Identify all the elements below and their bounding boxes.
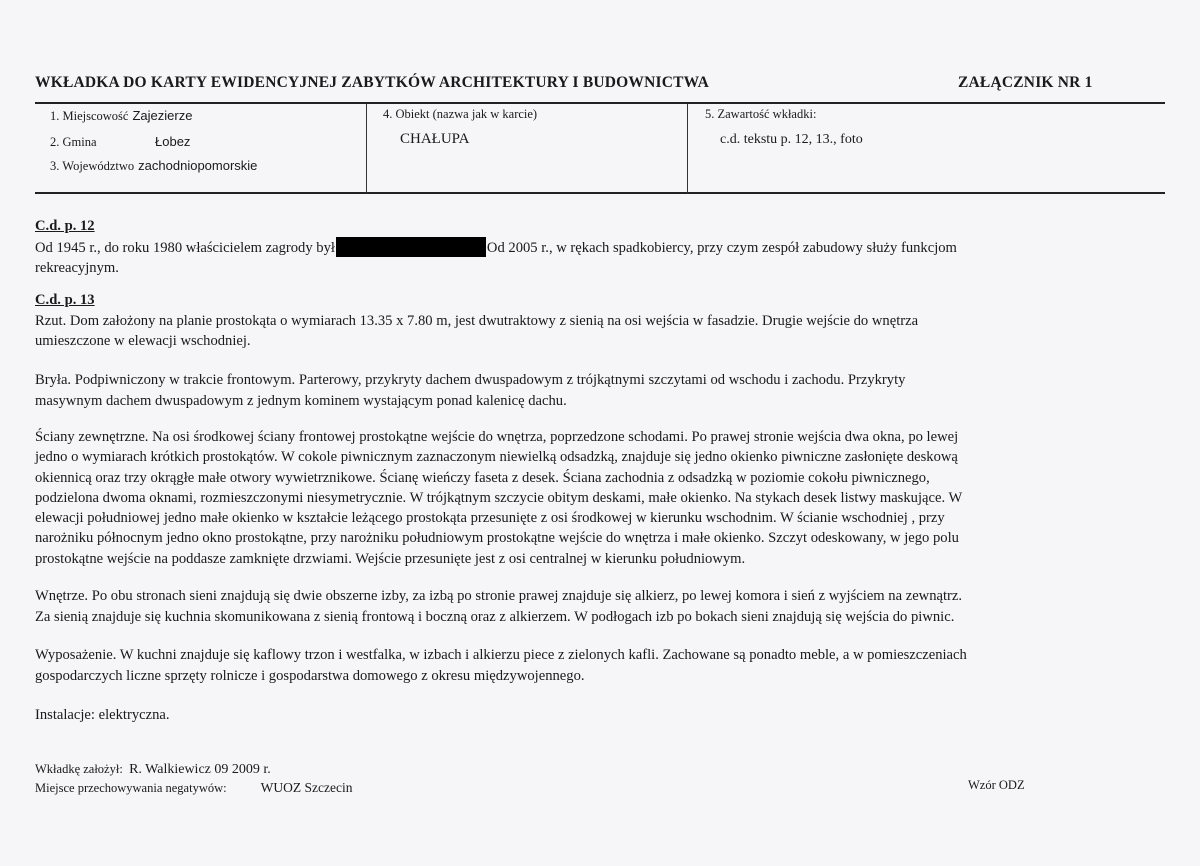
object-value: CHAŁUPA <box>400 131 470 147</box>
negatives-label: Miejsce przechowywania negatywów: <box>35 781 227 795</box>
annex-number: ZAŁĄCZNIK NR 1 <box>958 74 1093 91</box>
text-line: gospodarczych liczne sprzęty rolnicze i gospodarstwa domowego z okresu międzywojennego. <box>35 667 585 684</box>
paragraph-wyposazenie <box>35 645 967 686</box>
paragraph-sciany <box>35 427 962 569</box>
text-line: podzielona dwoma oknami, rozmieszczonymi niesymetrycznie. W trójkątnym szczycie obitym deskami, małe okienko. Na stykach desek listwy maskujące. W <box>35 489 963 506</box>
text-line: umieszczone w elewacji wschodniej. <box>35 333 251 349</box>
section-cd-12 <box>35 216 957 279</box>
field-value: zachodniopomorskie <box>138 158 258 173</box>
text-line: prostokątne wejście na poddasze zamknięte drzwiami. Wejście przesunięte jest z osi centralnej w kierunku południowym. <box>35 550 746 567</box>
field-label: 3. Województwo <box>50 159 135 173</box>
contents-value: c.d. tekstu p. 12, 13., foto <box>720 132 863 147</box>
contents-label: 5. Zawartość wkładki: <box>705 107 817 121</box>
author-value: R. Walkiewicz 09 2009 r. <box>129 762 271 777</box>
paragraph-wnetrze <box>35 586 962 627</box>
field-label: 1. Miejscowość <box>50 109 129 123</box>
table-top-rule <box>35 102 1165 104</box>
object-label: 4. Obiekt (nazwa jak w karcie) <box>383 107 538 121</box>
text-line: rekreacyjnym. <box>35 260 119 276</box>
document-title: WKŁADKA DO KARTY EWIDENCYJNEJ ZABYTKÓW ARCHITEKTURY I BUDOWNICTWA <box>35 74 710 91</box>
text-line: jedno o wymiarach krótkich prostokątów. W cokole piwnicznym zaznaczonym niewielką odsadzką, znajduje się jedno okienko piwniczne zasłonięte deskową <box>35 449 958 466</box>
text-line: Od 1945 r., do roku 1980 właścicielem zagrody był <box>35 239 335 256</box>
text-line: Bryła. Podpiwniczony w trakcie frontowym. Parterowy, przykryty dachem dwuspadowym z trójkątnymi szczytami od wschodu i zachodu. Przykryty <box>35 372 906 388</box>
voivodeship-field <box>50 157 257 175</box>
negatives-line <box>35 780 352 796</box>
author-label: Wkładkę założył: <box>35 762 123 776</box>
paragraph-instalacje: Instalacje: elektryczna. <box>35 707 170 723</box>
text-line: narożniku północnym jedno okno prostokątne, przy narożniku południowym prostokątne wejście do wnętrza i małe okienko. Szczyt odeskowany, w jego polu <box>35 530 959 547</box>
text-line: masywnym dachem dwuspadowym z jednym kominem wystającym ponad kalenicę dachu. <box>35 392 567 409</box>
section-cd-13 <box>35 290 918 352</box>
author-line <box>35 762 271 778</box>
column-divider <box>366 104 367 193</box>
section-heading: C.d. p. 12 <box>35 218 95 234</box>
text-line: Wnętrze. Po obu stronach sieni znajdują się dwie obszerne izby, za izbą po stronie prawej znajduje się alkierz, po lewej komora i sień z wyjściem na zewnątrz. <box>35 588 963 604</box>
text-line: elewacji południowej jedno małe okienko w kształcie leżącego prostokąta przesunięte z osi środkowej w kierunku wschodnim. W ścianie wschodniej , przy <box>35 510 945 527</box>
column-divider <box>687 104 688 193</box>
text-line: Za sienią znajduje się kuchnia skomunikowana z sienią frontową i boczną oraz z alkierzem. W podłogach izb po bokach sieni znajdują się wejścia do piwnic. <box>35 608 955 625</box>
section-heading: C.d. p. 13 <box>35 292 95 308</box>
paragraph-bryla <box>35 370 905 411</box>
field-value: Łobez <box>155 134 191 149</box>
text-line: okiennicą oraz trzy okrągłe małe otwory wywietrznikowe. Ścianę wieńczy faseta z desek. Ściana zachodnia z odsadzką w poziomie cokołu piwnicznego, <box>35 469 930 486</box>
field-value: Zajezierze <box>132 108 193 123</box>
locality-field <box>50 107 192 125</box>
text-line: Rzut. Dom założony na planie prostokąta o wymiarach 13.35 x 7.80 m, jest dwutraktowy z sienią na osi wejścia w fasadzie. Drugie wejście do wnętrza <box>35 312 919 329</box>
text-line: Wyposażenie. W kuchni znajduje się kaflowy trzon i westfalka, w izbach i alkierzu piece z zielonych kafli. Zachowane są ponadto meble, a w pomieszczeniach <box>35 647 967 663</box>
field-label: 2. Gmina <box>50 135 97 149</box>
table-bottom-rule <box>35 192 1165 194</box>
text-line: Ściany zewnętrzne. Na osi środkowej ściany frontowej prostokątne wejście do wnętrza, poprzedzone schodami. Po prawej stronie wejścia dwa okna, po lewej <box>35 429 959 445</box>
negatives-value: WUOZ Szczecin <box>260 780 353 795</box>
text-line: Od 2005 r., w rękach spadkobiercy, przy czym zespół zabudowy służy funkcjom <box>486 239 957 256</box>
redaction-box <box>336 237 486 257</box>
form-code: Wzór ODZ <box>968 778 1025 792</box>
commune-field <box>50 133 190 151</box>
